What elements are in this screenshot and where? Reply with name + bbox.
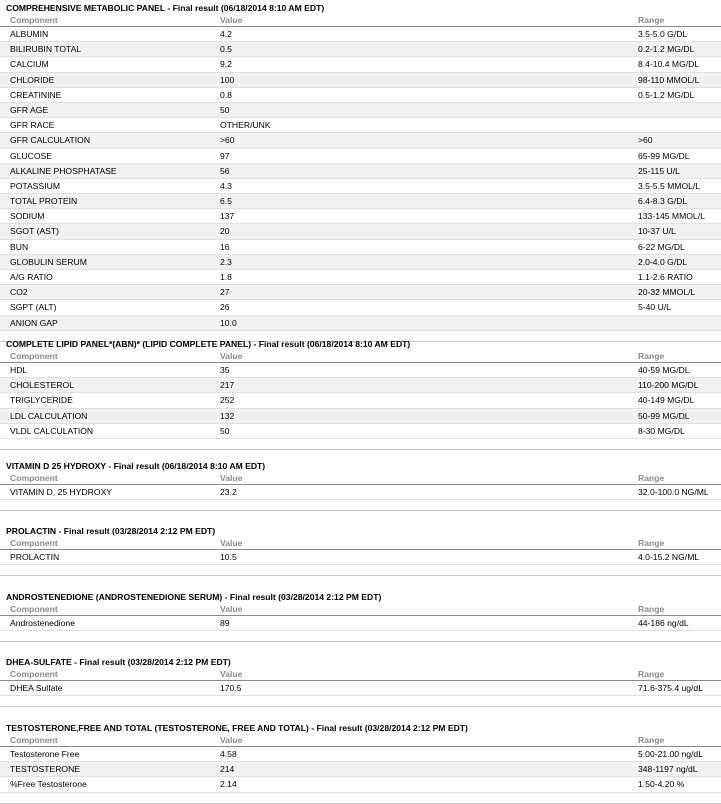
cell-value: 89 (220, 618, 230, 628)
cell-value: 26 (220, 302, 230, 313)
cell-range: 6-22 MG/DL (638, 241, 685, 252)
cell-component: ANION GAP (10, 317, 58, 328)
cell-value: 2.14 (220, 779, 237, 790)
cell-component: BUN (10, 241, 29, 252)
table-header (0, 668, 721, 681)
table-row (0, 73, 721, 88)
panel-divider (0, 565, 721, 576)
cell-component: Androstenedione (10, 618, 75, 628)
results-panel (0, 722, 721, 804)
cell-component: SODIUM (10, 211, 45, 222)
cell-component: A/G RATIO (10, 272, 53, 282)
panel-divider (0, 439, 721, 450)
table-row (0, 393, 721, 408)
cell-range: 40-59 MG/DL (638, 365, 690, 375)
header-value: Value (220, 351, 243, 361)
cell-component: TRIGLYCERIDE (10, 395, 73, 406)
cell-component: TESTOSTERONE (10, 764, 81, 775)
table-row (0, 270, 721, 285)
cell-value: 10.5 (220, 552, 237, 562)
cell-value: 4.3 (220, 180, 232, 191)
cell-value: 35 (220, 365, 230, 375)
results-panel (0, 525, 721, 576)
table-row (0, 88, 721, 103)
table-row (0, 681, 721, 696)
results-panel (0, 591, 721, 642)
header-range: Range (638, 15, 665, 25)
header-component: Component (10, 473, 58, 483)
cell-value: 170.5 (220, 683, 242, 693)
table-row (0, 409, 721, 424)
panel-divider (0, 631, 721, 642)
cell-value: 50 (220, 104, 230, 115)
table-row (0, 777, 721, 792)
cell-component: GFR CALCULATION (10, 135, 91, 146)
cell-component: PROLACTIN (10, 552, 60, 562)
table-row (0, 103, 721, 118)
cell-component: VITAMIN D, 25 HYDROXY (10, 487, 113, 497)
cell-value: 23.2 (220, 487, 237, 497)
cell-range: 2.0-4.0 G/DL (638, 256, 688, 267)
cell-range: >60 (638, 135, 653, 146)
cell-component: CREATININE (10, 89, 62, 100)
cell-range: 40-149 MG/DL (638, 395, 695, 406)
table-row (0, 363, 721, 378)
header-component: Component (10, 538, 58, 548)
cell-value: 217 (220, 380, 235, 391)
header-component: Component (10, 604, 58, 614)
results-panel (0, 2, 721, 342)
header-value: Value (220, 473, 243, 483)
header-value: Value (220, 669, 243, 679)
cell-component: SGOT (AST) (10, 226, 60, 237)
results-panel (0, 656, 721, 707)
cell-value: 10.0 (220, 317, 237, 328)
cell-value: >60 (220, 135, 235, 146)
table-header (0, 350, 721, 363)
cell-component: TOTAL PROTEIN (10, 196, 78, 207)
cell-range: 348-1197 ng/dL (638, 764, 698, 775)
table-row (0, 316, 721, 331)
cell-range: 1.1-2.6 RATIO (638, 272, 693, 282)
cell-value: 2.3 (220, 256, 232, 267)
cell-range: 6.4-8.3 G/DL (638, 196, 688, 207)
cell-component: ALKALINE PHOSPHATASE (10, 165, 117, 176)
panel-divider (0, 696, 721, 707)
cell-value: 97 (220, 150, 230, 161)
cell-component: POTASSIUM (10, 180, 60, 191)
cell-range: 32.0-100.0 NG/ML (638, 487, 709, 497)
table-row (0, 378, 721, 393)
cell-range: 3.5-5.5 MMOL/L (638, 180, 701, 191)
cell-range: 110-200 MG/DL (638, 380, 699, 391)
cell-component: CHLORIDE (10, 74, 55, 85)
cell-range: 0.2-1.2 MG/DL (638, 44, 695, 55)
cell-range: 1.50-4.20 % (638, 779, 685, 790)
cell-component: GLOBULIN SERUM (10, 256, 87, 267)
table-row (0, 300, 721, 315)
header-value: Value (220, 538, 243, 548)
panel-divider (0, 500, 721, 511)
table-row (0, 240, 721, 255)
header-range: Range (638, 735, 665, 745)
table-row (0, 616, 721, 631)
table-row (0, 57, 721, 72)
table-header (0, 14, 721, 27)
cell-value: 4.58 (220, 749, 237, 759)
cell-value: 100 (220, 74, 235, 85)
table-row (0, 118, 721, 133)
cell-component: GFR RACE (10, 120, 55, 131)
cell-component: DHEA Sulfate (10, 683, 63, 693)
table-header (0, 537, 721, 550)
cell-value: 27 (220, 287, 230, 298)
table-row (0, 224, 721, 239)
header-range: Range (638, 604, 665, 614)
cell-range: 8-30 MG/DL (638, 425, 685, 436)
cell-value: 20 (220, 226, 230, 237)
table-header (0, 734, 721, 747)
header-value: Value (220, 15, 243, 25)
table-row (0, 424, 721, 439)
table-row (0, 27, 721, 42)
header-value: Value (220, 735, 243, 745)
table-row (0, 149, 721, 164)
panel-title: COMPLETE LIPID PANEL*(ABN)* (LIPID COMPLETE PANEL) - Final result (06/18/2014 8:10 AM EDT) (6, 339, 411, 349)
cell-value: 252 (220, 395, 235, 406)
results-panel (0, 460, 721, 511)
panel-title: ANDROSTENEDIONE (ANDROSTENEDIONE SERUM) - Final result (03/28/2014 2:12 PM EDT) (6, 592, 382, 602)
panel-title: COMPREHENSIVE METABOLIC PANEL - Final result (06/18/2014 8:10 AM EDT) (6, 3, 325, 13)
cell-range: 5-40 U/L (638, 302, 671, 313)
header-range: Range (638, 473, 665, 483)
cell-range: 98-110 MMOL/L (638, 74, 700, 85)
header-range: Range (638, 669, 665, 679)
table-row (0, 550, 721, 565)
table-row (0, 133, 721, 148)
panel-title: VITAMIN D 25 HYDROXY - Final result (06/18/2014 8:10 AM EDT) (6, 461, 266, 471)
cell-component: CALCIUM (10, 59, 49, 70)
header-component: Component (10, 15, 58, 25)
header-component: Component (10, 669, 58, 679)
cell-value: 132 (220, 410, 235, 421)
cell-range: 25-115 U/L (638, 165, 680, 176)
cell-value: 9.2 (220, 59, 232, 70)
cell-component: GFR AGE (10, 104, 49, 115)
cell-component: %Free Testosterone (10, 779, 87, 790)
table-row (0, 194, 721, 209)
table-header (0, 603, 721, 616)
cell-value: 214 (220, 764, 235, 775)
header-component: Component (10, 735, 58, 745)
cell-range: 71.6-375.4 ug/dL (638, 683, 703, 693)
cell-component: CO2 (10, 287, 28, 298)
header-range: Range (638, 351, 665, 361)
cell-range: 10-37 U/L (638, 226, 676, 237)
cell-component: Testosterone Free (10, 749, 80, 759)
cell-component: VLDL CALCULATION (10, 425, 94, 436)
cell-range: 50-99 MG/DL (638, 410, 690, 421)
table-row (0, 762, 721, 777)
cell-range: 8.4-10.4 MG/DL (638, 59, 700, 70)
cell-value: 50 (220, 425, 230, 436)
table-row (0, 209, 721, 224)
table-row (0, 285, 721, 300)
cell-value: 6.5 (220, 196, 232, 207)
cell-component: LDL CALCULATION (10, 410, 88, 421)
panel-title: DHEA-SULFATE - Final result (03/28/2014 2:12 PM EDT) (6, 657, 231, 667)
cell-component: CHOLESTEROL (10, 380, 74, 391)
cell-component: GLUCOSE (10, 150, 53, 161)
table-row (0, 255, 721, 270)
cell-range: 44-186 ng/dL (638, 618, 689, 628)
cell-value: 4.2 (220, 29, 232, 39)
cell-range: 5.00-21.00 ng/dL (638, 749, 703, 759)
cell-range: 65-99 MG/DL (638, 150, 690, 161)
table-row (0, 179, 721, 194)
cell-value: 16 (220, 241, 230, 252)
panel-title: PROLACTIN - Final result (03/28/2014 2:12 PM EDT) (6, 526, 216, 536)
cell-value: OTHER/UNK (220, 120, 271, 131)
cell-value: 56 (220, 165, 230, 176)
table-row (0, 485, 721, 500)
results-panel (0, 338, 721, 450)
panel-title: TESTOSTERONE,FREE AND TOTAL (TESTOSTERONE, FREE AND TOTAL) - Final result (03/28/2014 2:12 PM EDT) (6, 723, 468, 733)
header-value: Value (220, 604, 243, 614)
cell-value: 1.8 (220, 272, 232, 282)
table-header (0, 472, 721, 485)
cell-range: 3.5-5.0 G/DL (638, 29, 688, 39)
header-component: Component (10, 351, 58, 361)
cell-component: ALBUMIN (10, 29, 49, 39)
table-row (0, 747, 721, 762)
cell-range: 4.0-15.2 NG/ML (638, 552, 700, 562)
cell-value: 137 (220, 211, 235, 222)
cell-range: 20-32 MMOL/L (638, 287, 696, 298)
cell-component: SGPT (ALT) (10, 302, 57, 313)
cell-range: 0.5-1.2 MG/DL (638, 89, 695, 100)
cell-value: 0.8 (220, 89, 232, 100)
cell-value: 0.5 (220, 44, 232, 55)
table-row (0, 164, 721, 179)
cell-component: HDL (10, 365, 28, 375)
table-row (0, 42, 721, 57)
cell-component: BILIRUBIN TOTAL (10, 44, 82, 55)
header-range: Range (638, 538, 665, 548)
panel-divider (0, 793, 721, 804)
cell-range: 133-145 MMOL/L (638, 211, 705, 222)
